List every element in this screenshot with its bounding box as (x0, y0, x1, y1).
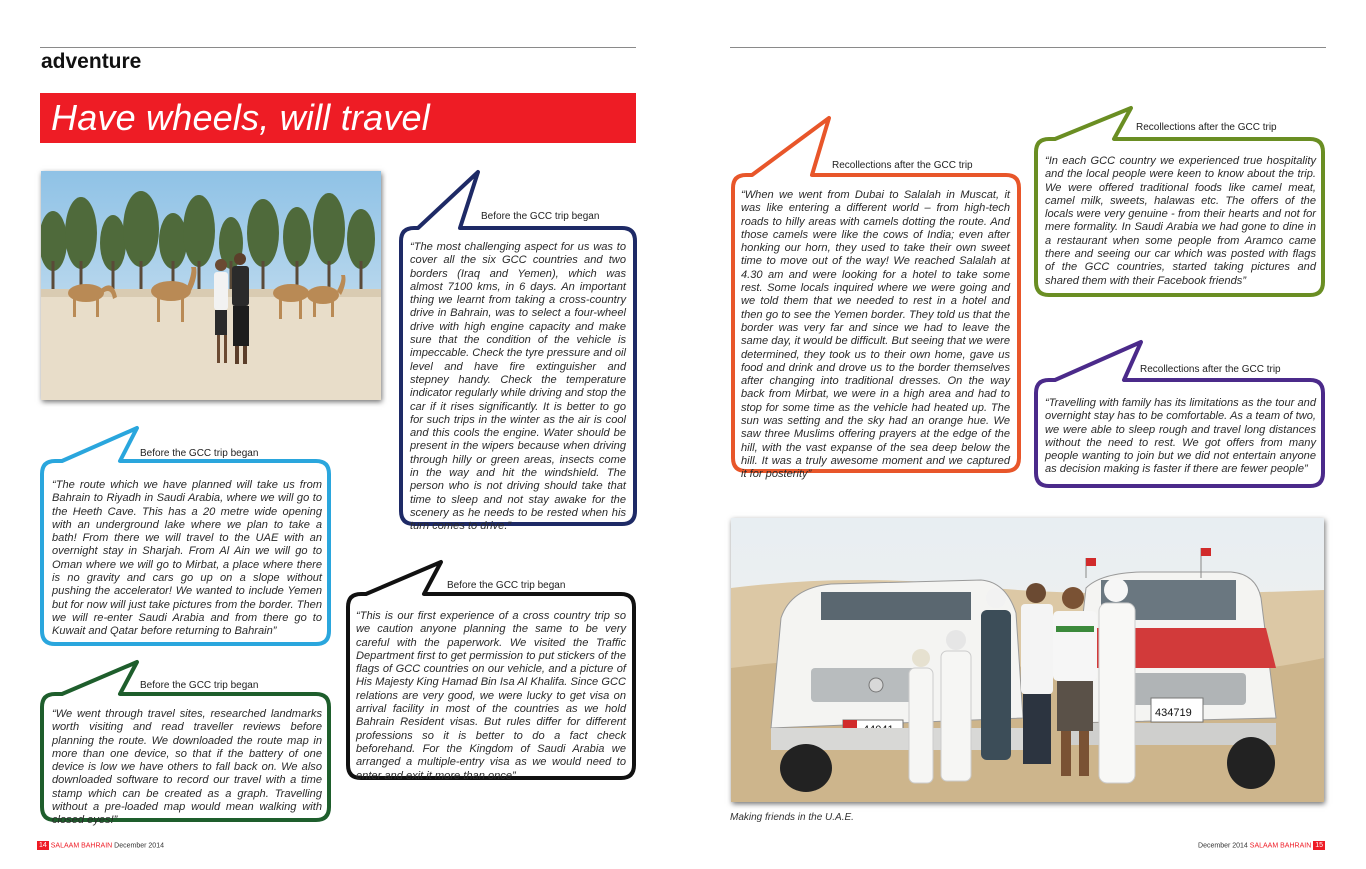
quote-challenge: “The most challenging aspect for us was to cover all the six GCC countries and two borders (Iraq and Yemen), which was almost 7100 kms, in 6 days. An important thing we learnt from taking a cross-country drive in Bahrain, was to select a four-wheel drive with high engine capacity and make sure that the condition of the vehicle is impeccable. Check the tyre pressure and oil level and have fire extinguisher and stepney handy. Check the temperature indicator regularly while driving and stop the car if it rises significantly. It is better to go for such trips in the winter as the air is cool and this cools the engine. Water should be present in the wipers because when driving through hilly or green areas, insects come in the way and hit the windshield. The person who is not driving should take that time to sleep and not stay awake for the scenery as he needs to be rested when his turn comes to drive.” (410, 241, 626, 533)
article-title: Have wheels, will travel (51, 97, 430, 138)
folio-left (37, 841, 164, 850)
quote-salalah: “When we went from Dubai to Salalah in Muscat, it was like entering a different world – from high-tech roads to hilly areas with camels dotting the route. And those camels were like the cows of India; even after honking our horn, they used to take their own sweet time to move out of the way! We reached Salalah at 4.30 am and were looking for a hotel to take some rest. Some locals inquired where we were going and we told them that we needed to rest in a hotel and then go to see the Yemen border. They told us that the border was very far and since we had to leave the same day, it would be difficult. But seeing that we were determined, they took us to their own home, gave us food and drink and drove us to the border themselves after changing into traditional dresses. On the way back from Mirbat, we were in a high area and had to stop for some time as the vehicle had heated up. The sun was setting and the sky had an orange hue. We saw three Muslims offering prayers at the edge of the hill, with the vast expanse of the sea deep below the hill. It was a truly awesome moment and we captured it for posterity” (741, 189, 1010, 481)
folio-issue-left: December 2014 (114, 842, 164, 850)
folio-brand-right: SALAAM BAHRAIN (1249, 842, 1312, 850)
plate-right: 434719 (1155, 707, 1192, 719)
photo-caption: Making friends in the U.A.E. (730, 812, 854, 823)
friends-photo (731, 518, 1324, 802)
quote-research: “We went through travel sites, researched landmarks worth visiting and read traveller reviews before planning the route. We downloaded the route map in more than one device, so that if the battery of one device is low we have others to fall back on. We also downloaded software to record our travel with a time stamp which can be created as a graph. Travelling without a pre-loaded map would mean walking with closed eyes!” (52, 708, 322, 827)
label-challenge: Before the GCC trip began (481, 211, 600, 222)
label-route: Before the GCC trip began (140, 448, 259, 459)
quote-hospitality: “In each GCC country we experienced true hospitality and the local people were keen to know about the trip. We were offered traditional foods like camel meat, camel milk, sweets, halawas etc. The offers of the locals were very genuine - from their hearts and not for mere formality. In Saudi Arabia we had gone to dine in a restaurant when some people from Aramco came there and seeing our car which was posted with flags of the GCC countries, started taking pictures and shared them with their Facebook friends” (1045, 155, 1316, 287)
page-number-left: 14 (39, 842, 47, 849)
quote-first-trip: “This is our first experience of a cross country trip so we caution anyone planning the same to be very careful with the paperwork. We visited the Traffic Department first to get permission to put stickers of the flags of GCC countries on our vehicle, and a picture of His Majesty King Hamad Bin Isa Al Khalifa. Since GCC relations are very good, we were lucky to get visa on arrival facility in most of the countries as we hold Bahrain Resident visas. But rules differ for different professions so it is better to do a fact check beforehand. For the Kingdom of Saudi Arabia we arranged a multiple-entry visa as we would need to enter and exit it more than once” (356, 610, 626, 782)
folio-right (1198, 841, 1325, 850)
folio-brand-left: SALAAM BAHRAIN (50, 842, 113, 850)
section-label: adventure (41, 50, 142, 73)
label-salalah: Recollections after the GCC trip (832, 160, 973, 171)
label-family: Recollections after the GCC trip (1140, 364, 1281, 375)
label-research: Before the GCC trip began (140, 680, 259, 691)
label-hospitality: Recollections after the GCC trip (1136, 122, 1277, 133)
quote-family: “Travelling with family has its limitations as the tour and overnight stay has to be comfortable. As a team of two, we were able to sleep rough and travel long distances without the need to rest. We got offers from many people wanting to join but we did not entertain anyone as decision making is faster if there are fewer people” (1045, 397, 1316, 476)
label-first-trip: Before the GCC trip began (447, 580, 566, 591)
folio-issue-right: December 2014 (1198, 842, 1248, 850)
quote-route: “The route which we have planned will take us from Bahrain to Riyadh in Saudi Arabia, where we will go to the Heeth Cave. This has a 20 metre wide opening with an underground lake where we plan to take a bath! From there we will travel to the UAE with an overnight stay in Sharjah. From Al Ain we will go to Oman where we will go to Mirbat, a place where there is no gravity and cars go up on a slope without pushing the accelerator! We wanted to include Yemen but for now will just take pictures from the border. Then we will re-enter Saudi Arabia and from there go to Kuwait and Qatar before returning to Bahrain” (52, 479, 322, 638)
page-number-right: 15 (1315, 842, 1323, 849)
